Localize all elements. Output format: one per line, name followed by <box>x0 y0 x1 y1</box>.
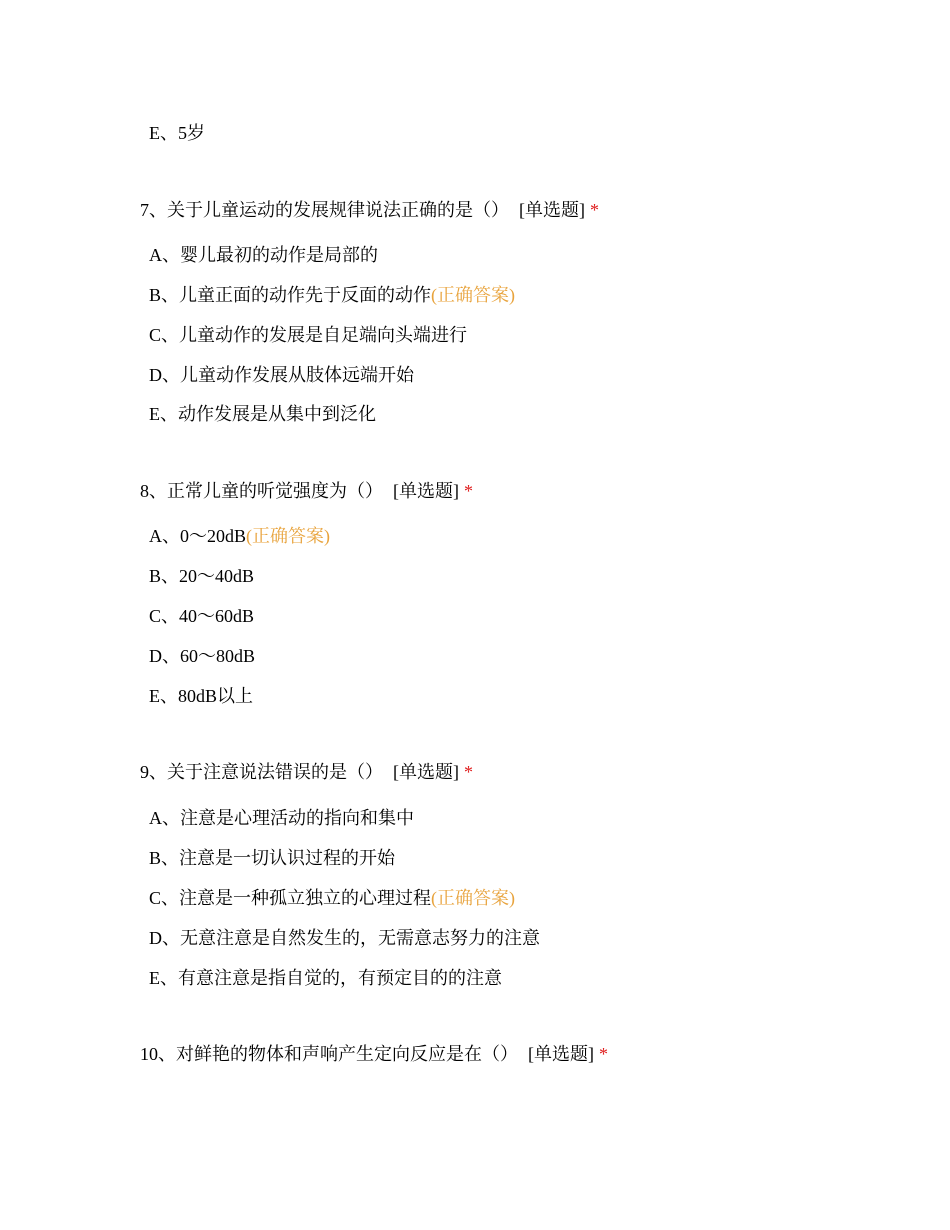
option-text: A、注意是心理活动的指向和集中 <box>149 808 414 828</box>
question-text: 10、对鲜艳的物体和声响产生定向反应是在（） <box>140 1044 518 1064</box>
option-text: B、注意是一切认识过程的开始 <box>149 848 396 868</box>
option-e-previous <box>149 121 205 145</box>
q7-option-d <box>149 363 414 387</box>
q7-option-c <box>149 323 467 347</box>
q9-option-a <box>149 806 414 830</box>
q8-option-c <box>149 604 254 628</box>
option-text: D、儿童动作发展从肢体远端开始 <box>149 365 414 385</box>
question-8-title <box>140 479 473 503</box>
correct-answer-mark: (正确答案) <box>431 285 516 305</box>
question-type: [单选题] <box>519 200 585 220</box>
q8-option-d <box>149 644 255 668</box>
question-text: 9、关于注意说法错误的是（） <box>140 762 383 782</box>
q8-option-e <box>149 684 253 708</box>
option-text: E、5岁 <box>149 123 205 143</box>
question-9-title <box>140 760 473 784</box>
correct-answer-mark: (正确答案) <box>246 526 331 546</box>
option-text: D、60～80dB <box>149 646 256 666</box>
option-text: B、20～40dB <box>149 566 255 586</box>
option-text: E、有意注意是指自觉的，有预定目的的注意 <box>149 968 502 988</box>
question-7-title <box>140 198 599 222</box>
question-text: 8、正常儿童的听觉强度为（） <box>140 481 383 501</box>
q7-option-a <box>149 243 378 267</box>
option-text: E、80dB以上 <box>149 686 254 706</box>
question-type: [单选题] <box>393 481 459 501</box>
option-text: C、儿童动作的发展是自足端向头端进行 <box>149 325 468 345</box>
option-text: B、儿童正面的动作先于反面的动作 <box>149 285 432 305</box>
q7-option-b <box>149 283 515 307</box>
required-marker: * <box>464 762 473 782</box>
option-text: D、无意注意是自然发生的，无需意志努力的注意 <box>149 928 540 948</box>
q9-option-d <box>149 926 540 950</box>
question-10-title <box>140 1042 608 1066</box>
q9-option-c <box>149 886 515 910</box>
option-text: C、注意是一种孤立独立的心理过程 <box>149 888 432 908</box>
option-text: E、动作发展是从集中到泛化 <box>149 404 376 424</box>
option-text: A、婴儿最初的动作是局部的 <box>149 245 378 265</box>
required-marker: * <box>599 1044 608 1064</box>
correct-answer-mark: (正确答案) <box>431 888 516 908</box>
required-marker: * <box>464 481 473 501</box>
option-text: A、0～20dB <box>149 526 247 546</box>
question-type: [单选题] <box>393 762 459 782</box>
q8-option-a <box>149 524 330 548</box>
required-marker: * <box>590 200 599 220</box>
q8-option-b <box>149 564 254 588</box>
question-type: [单选题] <box>528 1044 594 1064</box>
option-text: C、40～60dB <box>149 606 255 626</box>
q7-option-e <box>149 402 376 426</box>
q9-option-b <box>149 846 395 870</box>
q9-option-e <box>149 966 502 990</box>
question-text: 7、关于儿童运动的发展规律说法正确的是（） <box>140 200 509 220</box>
